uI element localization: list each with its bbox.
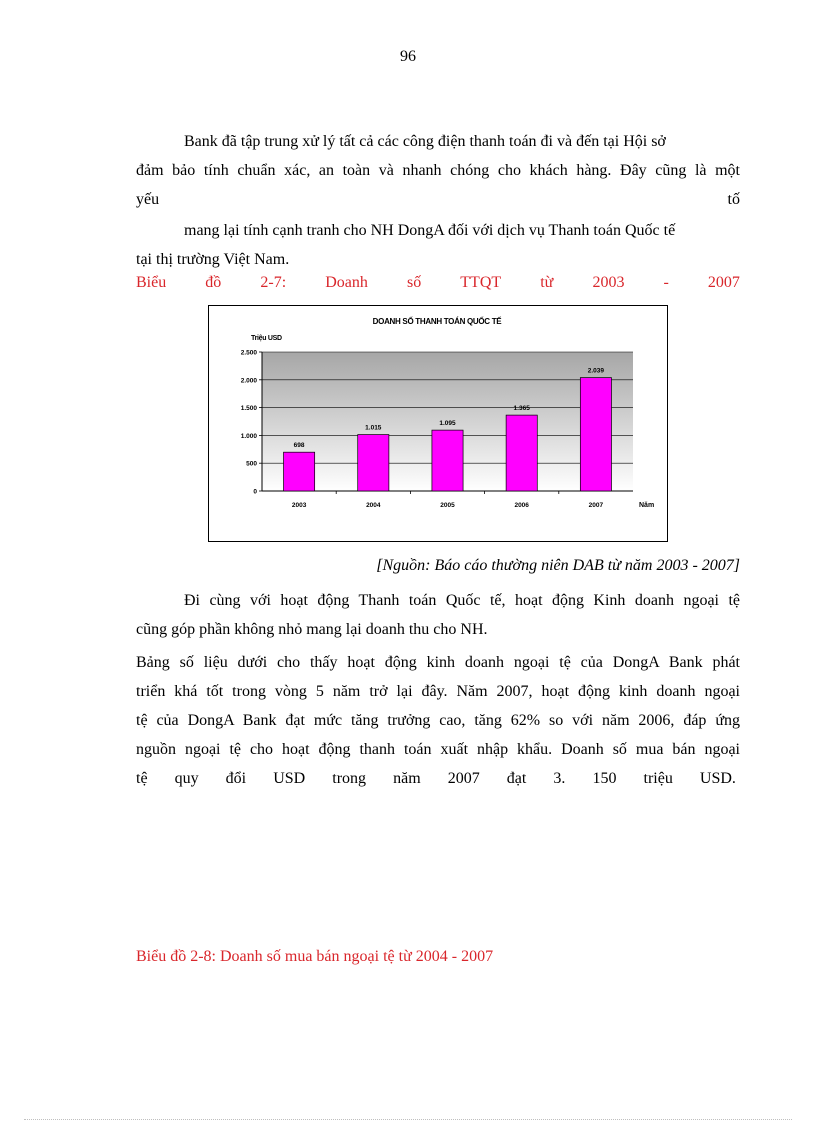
text-word: 2007 (447, 770, 480, 787)
caption-word: đồ (205, 274, 222, 291)
bar-value-label: 1.365 (513, 405, 530, 413)
paragraph-3-line-5 (136, 764, 736, 793)
paragraph-3-line-3: tệ của DongA Bank đạt mức tăng trưởng cao, tăng 62% so với năm 2006, đáp ứng (136, 712, 740, 729)
x-tick-label: 2005 (440, 502, 455, 509)
caption-word: từ (540, 274, 554, 291)
text-word: 3. (553, 770, 566, 787)
text-word: triệu (643, 770, 673, 787)
text-word: USD (273, 770, 306, 787)
paragraph-3-line-2: triển khá tốt trong vòng 5 năm trở lại đây. Năm 2007, hoạt động kinh doanh ngoại (136, 683, 740, 700)
text-word: 150 (592, 770, 617, 787)
text-word: quy (174, 770, 199, 787)
bar-value-label: 1.015 (365, 424, 382, 432)
x-tick-label: 2006 (514, 502, 529, 509)
text-word: tố (727, 191, 740, 208)
x-tick-label: 2003 (291, 502, 307, 509)
y-tick-label: 2.000 (240, 377, 257, 385)
caption-word: - (663, 274, 669, 291)
x-axis-label: Năm (639, 502, 655, 509)
page-number: 96 (400, 48, 416, 65)
text-word: năm (393, 770, 421, 787)
bar (284, 452, 315, 491)
caption-word: TTQT (460, 274, 502, 291)
text-word: tệ (136, 770, 148, 787)
paragraph-2-line-2: cũng góp phần không nhỏ mang lại doanh thu cho NH. (136, 621, 488, 638)
page-bottom-rule (24, 1119, 792, 1120)
y-tick-label: 1.500 (240, 405, 257, 413)
y-tick-label: 500 (246, 460, 257, 468)
paragraph-1-line-2: đảm bảo tính chuẩn xác, an toàn và nhanh chóng cho khách hàng. Đây cũng là một (136, 162, 740, 179)
caption-word: Doanh (325, 274, 368, 291)
text-word: đạt (506, 770, 527, 787)
paragraph-2-line-1: Đi cùng với hoạt động Thanh toán Quốc tế, hoạt động Kinh doanh ngoại tệ (184, 592, 740, 609)
y-tick-label: 1.000 (240, 432, 257, 440)
bar (506, 415, 537, 491)
paragraph-1-line-5: tại thị trường Việt Nam. (136, 251, 290, 268)
bar-value-label: 1.095 (439, 420, 456, 428)
paragraph-3-line-4: nguồn ngoại tệ cho hoạt động thanh toán xuất nhập khẩu. Doanh số mua bán ngoại (136, 741, 740, 758)
bar-value-label: 2.039 (587, 367, 605, 375)
caption-word: số (406, 274, 422, 291)
text-word: trong (332, 770, 367, 787)
paragraph-3 (136, 648, 740, 793)
paragraph-1-line-4: mang lại tính cạnh tranh cho NH DongA đối với dịch vụ Thanh toán Quốc tế (184, 222, 676, 239)
text-word: yếu (136, 191, 160, 208)
bar (432, 430, 463, 491)
bar (358, 435, 389, 491)
chart-frame (208, 305, 668, 542)
paragraph-3-line-1: Bảng số liệu dưới cho thấy hoạt động kinh doanh ngoại tệ của DongA Bank phát (136, 654, 740, 671)
bar (580, 378, 611, 491)
text-line: Bank đã tập trung xử lý tất cả các công điện thanh toán đi và đến tại Hội sở (184, 133, 666, 150)
y-tick-label: 0 (253, 488, 257, 496)
chart-caption-2-8: Biểu đồ 2-8: Doanh số mua bán ngoại tệ từ 2004 - 2007 (136, 948, 494, 965)
bar-chart (209, 306, 667, 541)
paragraph-1 (136, 127, 740, 274)
text-word: đổi (225, 770, 247, 787)
y-axis-label: Triệu USD (251, 335, 282, 342)
caption-word: 2-7: (260, 274, 287, 291)
paragraph-2 (136, 586, 740, 644)
source-note: [Nguồn: Báo cáo thường niên DAB từ năm 2003 - 2007] (376, 557, 740, 574)
x-tick-label: 2007 (588, 502, 604, 509)
x-tick-label: 2004 (366, 502, 381, 509)
caption-word: Biểu (136, 274, 167, 291)
chart-title: DOANH SỐ THANH TOÁN QUỐC TẾ (372, 317, 502, 326)
paragraph-1-line-1 (136, 127, 740, 156)
y-tick-label: 2.500 (240, 349, 257, 357)
paragraph-1-line-3 (136, 185, 740, 214)
caption-word: 2003 (592, 274, 625, 291)
bar-value-label: 698 (293, 442, 305, 450)
chart-caption-2-7 (136, 268, 740, 297)
text-word: USD. (699, 770, 736, 787)
caption-word: 2007 (707, 274, 740, 291)
